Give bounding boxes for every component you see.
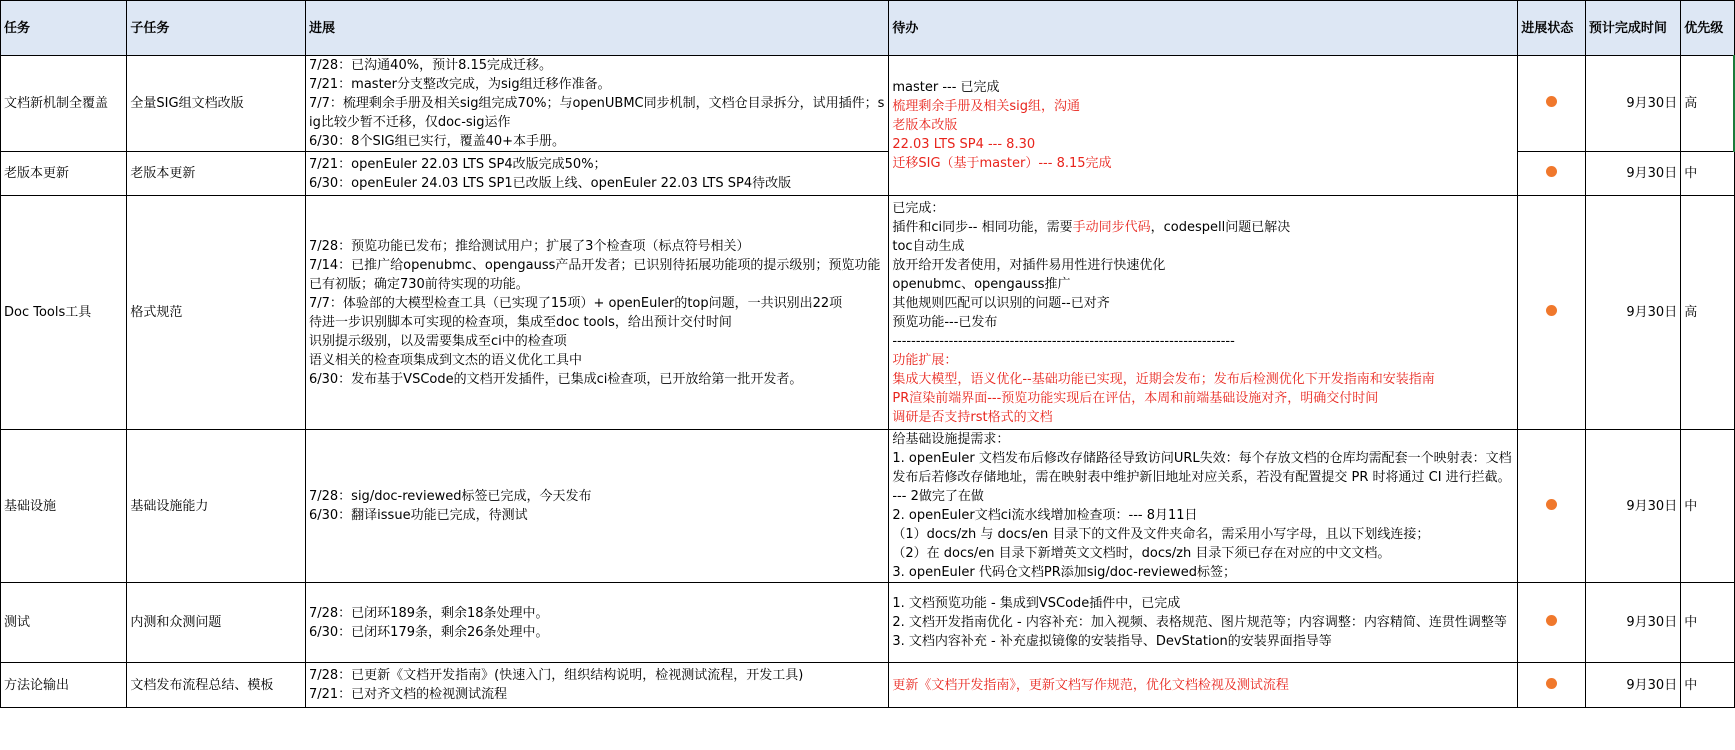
status-dot-icon xyxy=(1546,96,1557,107)
due-cell[interactable]: 9月30日 xyxy=(1585,583,1680,663)
header-due[interactable]: 预计完成时间 xyxy=(1585,1,1680,56)
table-row xyxy=(1,583,1735,663)
table-row xyxy=(1,663,1735,708)
subtask-cell[interactable]: 文档发布流程总结、模板 xyxy=(127,663,306,708)
todo-line: 功能扩展： xyxy=(892,352,958,368)
progress-line: 识别提示级别，以及需要集成至ci中的检查项 xyxy=(308,333,567,349)
todo-line: 22.03 LTS SP4 --- 8.30 xyxy=(892,137,1036,152)
priority-cell[interactable]: 中 xyxy=(1681,152,1734,196)
table-row xyxy=(1,196,1735,430)
progress-line: 7/21：master分支整改完成，为sig组迁移作准备。 xyxy=(308,77,611,92)
todo-line: 迁移SIG（基于master）--- 8.15完成 xyxy=(892,156,1112,171)
divider-line: ------------------------------------------------------------------------- xyxy=(892,333,1235,349)
progress-line: 6/30：翻译issue功能已完成，待测试 xyxy=(308,508,528,523)
todo-cell[interactable] xyxy=(889,430,1518,583)
status-dot-icon xyxy=(1546,615,1557,626)
header-progress[interactable]: 进展 xyxy=(305,1,888,56)
subtask-cell[interactable]: 全量SIG组文档改版 xyxy=(127,56,306,152)
progress-line: 6/30：已闭环179条，剩余26条处理中。 xyxy=(308,624,549,640)
header-task[interactable]: 任务 xyxy=(1,1,127,56)
due-cell[interactable]: 9月30日 xyxy=(1585,430,1680,583)
status-cell[interactable] xyxy=(1518,56,1586,152)
progress-line: 7/28：预览功能已发布；推给测试用户；扩展了3个检查项（标点符号相关） xyxy=(308,238,750,254)
task-cell[interactable]: 测试 xyxy=(1,583,127,663)
status-dot-icon xyxy=(1546,305,1557,316)
header-subtask[interactable]: 子任务 xyxy=(127,1,306,56)
progress-line: 7/28：sig/doc-reviewed标签已完成，今天发布 xyxy=(308,489,592,504)
todo-line: 其他规则匹配可以识别的问题--已对齐 xyxy=(892,295,1110,311)
todo-line: 3. 文档内容补充 - 补充虚拟镜像的安装指导、DevStation的安装界面指导等 xyxy=(892,634,1332,649)
priority-cell[interactable]: 高 xyxy=(1681,56,1734,152)
header-status[interactable]: 进展状态 xyxy=(1518,1,1586,56)
todo-line: 已完成： xyxy=(892,200,945,216)
due-cell[interactable]: 9月30日 xyxy=(1585,663,1680,708)
header-row xyxy=(1,1,1735,56)
priority-cell[interactable]: 中 xyxy=(1681,430,1734,583)
todo-line: 预览功能---已发布 xyxy=(892,314,998,330)
progress-line: 待进一步识别脚本可实现的检查项，集成至doc tools，给出预计交付时间 xyxy=(308,314,732,330)
progress-line: 7/14：已推广给openubmc、opengauss产品开发者；已识别待拓展功能项的提示级别；预览功能已有初版；确定730前待实现的功能。 xyxy=(308,257,881,292)
todo-line: master --- 已完成 xyxy=(892,80,1000,95)
progress-line: 7/7：体验部的大模型检查工具（已实现了15项）+ openEuler的top问题，一共识别出22项 xyxy=(308,295,843,311)
todo-line: openubmc、opengauss推广 xyxy=(892,276,1071,292)
todo-line: 梳理剩余手册及相关sig组，沟通 xyxy=(892,99,1080,114)
todo-line: 放开给开发者使用，对插件易用性进行快速优化 xyxy=(892,257,1166,273)
subtask-cell[interactable]: 格式规范 xyxy=(127,196,306,430)
todo-cell[interactable] xyxy=(889,56,1518,196)
todo-line: 老版本改版 xyxy=(892,118,958,133)
todo-line: （1）docs/zh 与 docs/en 目录下的文件及文件夹命名，需采用小写字母，且以下划线连接； xyxy=(892,527,1430,542)
subtask-cell[interactable]: 老版本更新 xyxy=(127,152,306,196)
status-cell[interactable] xyxy=(1518,430,1586,583)
progress-line: 6/30：8个SIG组已实行，覆盖40+本手册。 xyxy=(308,134,566,149)
task-cell[interactable]: Doc Tools工具 xyxy=(1,196,127,430)
progress-cell[interactable] xyxy=(305,430,888,583)
todo-line: 插件和ci同步-- 相同功能，需要手动同步代码，codespell问题已解决 xyxy=(892,219,1291,235)
subtask-cell[interactable]: 内测和众测问题 xyxy=(127,583,306,663)
todo-line: 2. openEuler文档ci流水线增加检查项：--- 8月11日 xyxy=(892,508,1198,523)
todo-line: 1. 文档预览功能 - 集成到VSCode插件中，已完成 xyxy=(892,596,1181,611)
todo-line: 给基础设施提需求： xyxy=(892,432,1010,447)
todo-cell[interactable] xyxy=(889,663,1518,708)
todo-line: 集成大模型，语义优化--基础功能已实现，近期会发布；发布后检测优化下开发指南和安装指南 xyxy=(892,371,1435,387)
status-cell[interactable] xyxy=(1518,663,1586,708)
progress-line: 语义相关的检查项集成到文杰的语义优化工具中 xyxy=(308,352,582,368)
todo-line: 1. openEuler 文档发布后修改存储路径导致访问URL失效：每个存放文档的仓库均需配套一个映射表：文档发布后若修改存储地址，需在映射表中维护新旧地址对应关系，若没有配置提交 PR 时将通过 CI 进行拦截。--- 2做完了在做 xyxy=(892,451,1512,504)
progress-line: 6/30：发布基于VSCode的文档开发插件，已集成ci检查项，已开放给第一批开发者。 xyxy=(308,371,803,387)
progress-line: 7/28：已沟通40%，预计8.15完成迁移。 xyxy=(308,58,553,73)
progress-cell[interactable] xyxy=(305,196,888,430)
task-cell[interactable]: 基础设施 xyxy=(1,430,127,583)
progress-cell[interactable] xyxy=(305,583,888,663)
header-priority[interactable]: 优先级 xyxy=(1681,1,1734,56)
task-cell[interactable]: 文档新机制全覆盖 xyxy=(1,56,127,152)
progress-line: 6/30：openEuler 24.03 LTS SP1已改版上线、openEuler 22.03 LTS SP4待改版 xyxy=(308,175,792,191)
todo-line: toc自动生成 xyxy=(892,238,965,254)
table-row xyxy=(1,430,1735,583)
progress-line: 7/28：已更新《文档开发指南》(快速入门，组织结构说明，检视测试流程，开发工具) xyxy=(308,668,804,683)
priority-cell[interactable]: 中 xyxy=(1681,663,1734,708)
todo-cell[interactable] xyxy=(889,583,1518,663)
todo-line: PR渲染前端界面---预览功能实现后在评估，本周和前端基础设施对齐，明确交付时间 xyxy=(892,390,1379,406)
progress-line: 7/21：已对齐文档的检视测试流程 xyxy=(308,687,508,702)
todo-cell[interactable] xyxy=(889,196,1518,430)
task-cell[interactable]: 方法论输出 xyxy=(1,663,127,708)
todo-line: 调研是否支持rst格式的文档 xyxy=(892,409,1053,425)
status-dot-icon xyxy=(1546,678,1557,689)
due-cell[interactable]: 9月30日 xyxy=(1585,196,1680,430)
progress-cell[interactable] xyxy=(305,152,888,196)
status-cell[interactable] xyxy=(1518,583,1586,663)
status-cell[interactable] xyxy=(1518,152,1586,196)
progress-cell[interactable] xyxy=(305,663,888,708)
status-cell[interactable] xyxy=(1518,196,1586,430)
status-dot-icon xyxy=(1546,166,1557,177)
priority-cell[interactable]: 高 xyxy=(1681,196,1734,430)
due-cell[interactable]: 9月30日 xyxy=(1585,56,1680,152)
table-row xyxy=(1,56,1735,152)
todo-line: （2）在 docs/en 目录下新增英文文档时，docs/zh 目录下须已存在对应的中文文档。 xyxy=(892,546,1391,561)
subtask-cell[interactable]: 基础设施能力 xyxy=(127,430,306,583)
task-cell[interactable]: 老版本更新 xyxy=(1,152,127,196)
status-dot-icon xyxy=(1546,499,1557,510)
progress-line: 7/7：梳理剩余手册及相关sig组完成70%；与openUBMC同步机制，文档仓目录拆分，试用插件；sig比较少暂不迁移，仅doc-sig运作 xyxy=(308,96,885,130)
priority-cell[interactable]: 中 xyxy=(1681,583,1734,663)
progress-line: 7/21：openEuler 22.03 LTS SP4改版完成50%； xyxy=(308,156,607,172)
todo-line: 更新《文档开发指南》，更新文档写作规范，优化文档检视及测试流程 xyxy=(892,677,1289,693)
due-cell[interactable]: 9月30日 xyxy=(1585,152,1680,196)
todo-line: 3. openEuler 代码仓文档PR添加sig/doc-reviewed标签； xyxy=(892,565,1237,580)
progress-cell[interactable] xyxy=(305,56,888,152)
todo-line: 2. 文档开发指南优化 - 内容补充：加入视频、表格规范、图片规范等；内容调整：内容精简、连贯性调整等 xyxy=(892,615,1507,630)
progress-line: 7/28：已闭环189条，剩余18条处理中。 xyxy=(308,605,549,621)
header-todo[interactable]: 待办 xyxy=(889,1,1518,56)
